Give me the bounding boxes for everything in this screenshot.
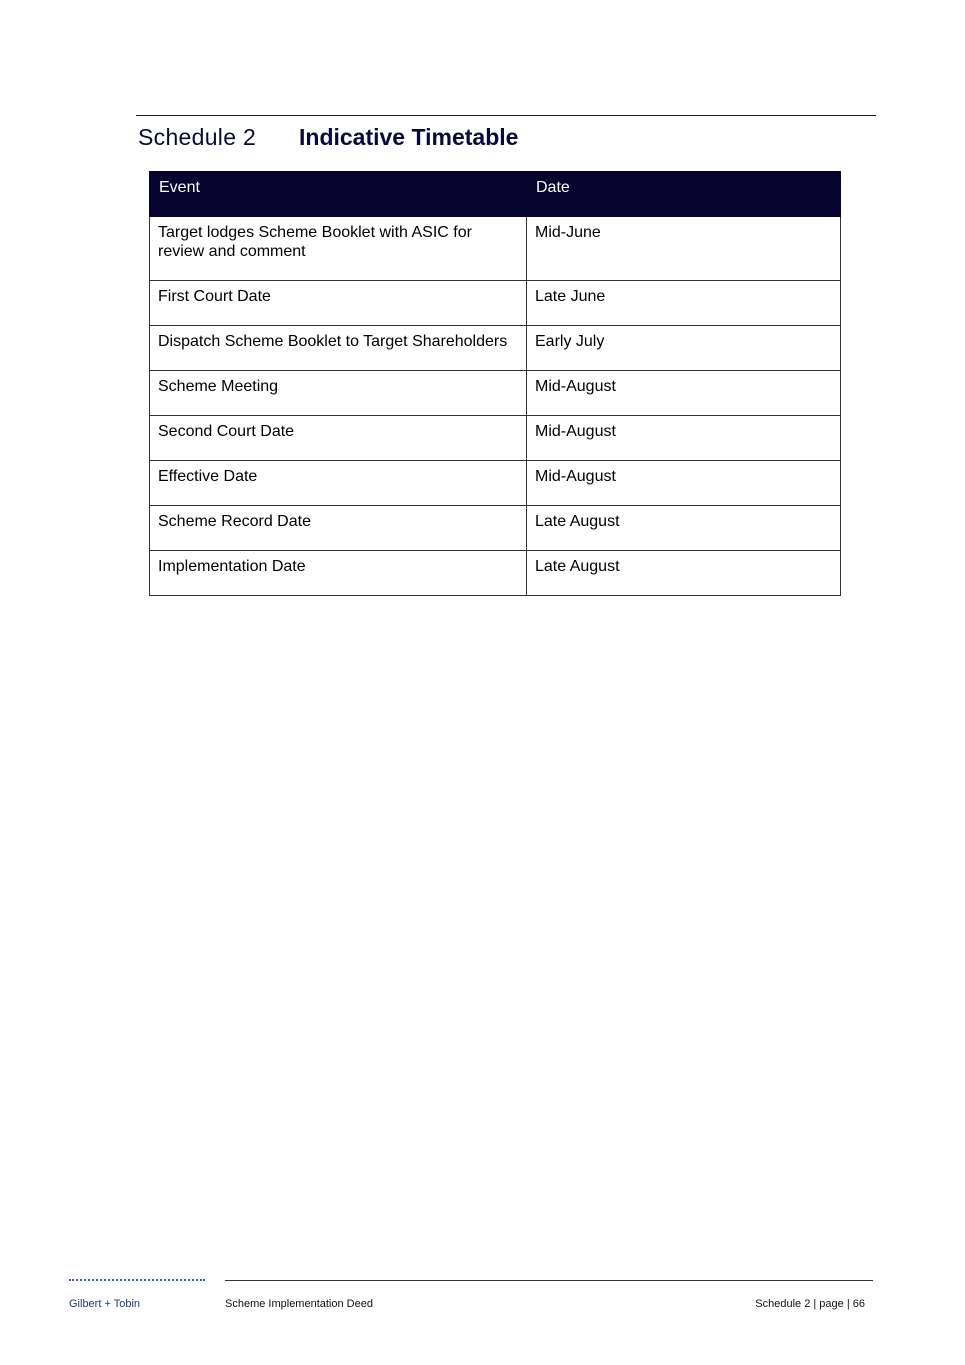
date-cell: Late June bbox=[527, 281, 841, 326]
date-cell: Late August bbox=[527, 506, 841, 551]
date-cell: Mid-August bbox=[527, 371, 841, 416]
event-cell: Scheme Record Date bbox=[150, 506, 527, 551]
table-row bbox=[150, 371, 841, 416]
date-cell: Mid-August bbox=[527, 416, 841, 461]
event-cell: First Court Date bbox=[150, 281, 527, 326]
table-header-row bbox=[150, 172, 841, 217]
table-row bbox=[150, 461, 841, 506]
date-cell: Late August bbox=[527, 551, 841, 596]
timetable-table bbox=[149, 171, 841, 596]
footer-rule bbox=[225, 1280, 873, 1281]
footer-document-title: Scheme Implementation Deed bbox=[225, 1298, 373, 1310]
date-cell: Early July bbox=[527, 326, 841, 371]
top-rule bbox=[136, 115, 876, 116]
footer-dotted-rule bbox=[69, 1279, 205, 1281]
table-row bbox=[150, 217, 841, 281]
table-row bbox=[150, 281, 841, 326]
event-cell: Dispatch Scheme Booklet to Target Shareholders bbox=[150, 326, 527, 371]
event-cell: Effective Date bbox=[150, 461, 527, 506]
event-cell: Second Court Date bbox=[150, 416, 527, 461]
table-row bbox=[150, 326, 841, 371]
column-header-event: Event bbox=[150, 172, 527, 217]
table-row bbox=[150, 551, 841, 596]
schedule-number: Schedule 2 bbox=[138, 124, 257, 150]
date-cell: Mid-June bbox=[527, 217, 841, 281]
event-cell: Target lodges Scheme Booklet with ASIC for review and comment bbox=[150, 217, 527, 281]
event-cell: Scheme Meeting bbox=[150, 371, 527, 416]
footer-page-reference: Schedule 2 | page | 66 bbox=[755, 1298, 865, 1310]
table-row bbox=[150, 416, 841, 461]
table-row bbox=[150, 506, 841, 551]
footer-firm-name: Gilbert + Tobin bbox=[69, 1298, 141, 1310]
column-header-date: Date bbox=[527, 172, 841, 217]
event-cell: Implementation Date bbox=[150, 551, 527, 596]
date-cell: Mid-August bbox=[527, 461, 841, 506]
schedule-title: Indicative Timetable bbox=[299, 124, 519, 150]
